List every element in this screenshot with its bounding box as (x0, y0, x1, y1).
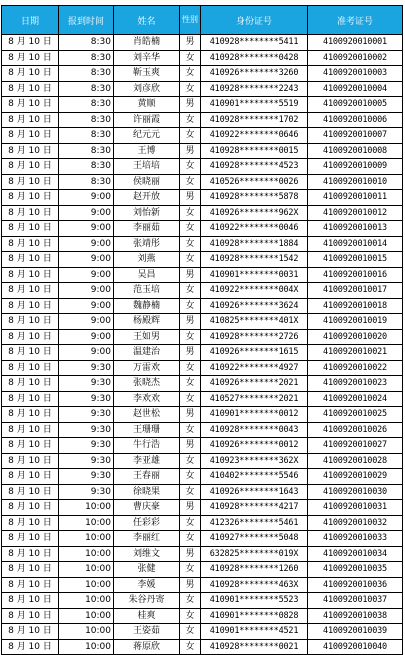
id-number-cell: 410928********2726 (201, 329, 308, 345)
name-cell: 牛行浩 (114, 438, 180, 454)
name-cell: 赵世松 (114, 407, 180, 423)
gender-cell: 女 (180, 376, 201, 392)
date-cell: 8 月 10 日 (2, 639, 59, 655)
exam-number-cell: 4100920010025 (308, 407, 403, 423)
header-date: 日期 (2, 6, 59, 35)
table-row (2, 128, 403, 144)
time-cell: 8:30 (59, 159, 114, 175)
name-cell: 王如男 (114, 329, 180, 345)
gender-cell: 女 (180, 593, 201, 609)
name-cell: 王春丽 (114, 469, 180, 485)
exam-number-cell: 4100920010037 (308, 593, 403, 609)
header-gender: 性别 (180, 6, 201, 35)
gender-cell: 男 (180, 345, 201, 361)
id-number-cell: 410928********4523 (201, 159, 308, 175)
date-cell: 8 月 10 日 (2, 283, 59, 299)
name-cell: 李丽茹 (114, 221, 180, 237)
name-cell: 蒋原欣 (114, 639, 180, 655)
date-cell: 8 月 10 日 (2, 515, 59, 531)
time-cell: 9:30 (59, 391, 114, 407)
name-cell: 张晓杰 (114, 376, 180, 392)
exam-number-cell: 4100920010016 (308, 267, 403, 283)
time-cell: 8:30 (59, 50, 114, 66)
gender-cell: 男 (180, 35, 201, 51)
time-cell: 8:30 (59, 174, 114, 190)
exam-number-cell: 4100920010039 (308, 624, 403, 640)
gender-cell: 男 (180, 314, 201, 330)
time-cell: 10:00 (59, 562, 114, 578)
table-row (2, 422, 403, 438)
id-number-cell: 410922********0046 (201, 221, 308, 237)
id-number-cell: 410928********0015 (201, 143, 308, 159)
time-cell: 9:30 (59, 422, 114, 438)
gender-cell: 女 (180, 624, 201, 640)
name-cell: 李欢欢 (114, 391, 180, 407)
id-number-cell: 410926********1615 (201, 345, 308, 361)
exam-number-cell: 4100920010020 (308, 329, 403, 345)
exam-number-cell: 4100920010036 (308, 577, 403, 593)
table-row (2, 469, 403, 485)
time-cell: 9:00 (59, 329, 114, 345)
gender-cell: 男 (180, 546, 201, 562)
time-cell: 9:00 (59, 190, 114, 206)
id-number-cell: 410928********2243 (201, 81, 308, 97)
id-number-cell: 410526********0026 (201, 174, 308, 190)
gender-cell: 女 (180, 66, 201, 82)
gender-cell: 男 (180, 267, 201, 283)
exam-number-cell: 4100920010026 (308, 422, 403, 438)
name-cell: 万雷欢 (114, 360, 180, 376)
id-number-cell: 410923********362X (201, 453, 308, 469)
id-number-cell: 410901********0012 (201, 407, 308, 423)
date-cell: 8 月 10 日 (2, 360, 59, 376)
table-row (2, 546, 403, 562)
exam-number-cell: 4100920010005 (308, 97, 403, 113)
id-number-cell: 632825********019X (201, 546, 308, 562)
time-cell: 9:00 (59, 221, 114, 237)
time-cell: 9:00 (59, 252, 114, 268)
table-row (2, 453, 403, 469)
gender-cell: 男 (180, 97, 201, 113)
gender-cell: 女 (180, 329, 201, 345)
table-row (2, 174, 403, 190)
date-cell: 8 月 10 日 (2, 624, 59, 640)
table-row (2, 143, 403, 159)
id-number-cell: 410402********5546 (201, 469, 308, 485)
date-cell: 8 月 10 日 (2, 376, 59, 392)
time-cell: 9:00 (59, 205, 114, 221)
name-cell: 赵开放 (114, 190, 180, 206)
exam-number-cell: 4100920010024 (308, 391, 403, 407)
date-cell: 8 月 10 日 (2, 345, 59, 361)
table-body (2, 35, 403, 655)
exam-number-cell: 4100920010021 (308, 345, 403, 361)
table-row (2, 283, 403, 299)
time-cell: 9:00 (59, 345, 114, 361)
name-cell: 魏静楠 (114, 298, 180, 314)
table-row (2, 407, 403, 423)
id-number-cell: 410928********0428 (201, 50, 308, 66)
gender-cell: 女 (180, 174, 201, 190)
gender-cell: 女 (180, 531, 201, 547)
name-cell: 杨殿辉 (114, 314, 180, 330)
gender-cell: 男 (180, 143, 201, 159)
id-number-cell: 410927********5048 (201, 531, 308, 547)
exam-number-cell: 4100920010028 (308, 453, 403, 469)
time-cell: 9:00 (59, 298, 114, 314)
date-cell: 8 月 10 日 (2, 143, 59, 159)
gender-cell: 女 (180, 639, 201, 655)
name-cell: 黄顺 (114, 97, 180, 113)
id-number-cell: 410926********3624 (201, 298, 308, 314)
time-cell: 10:00 (59, 639, 114, 655)
gender-cell: 男 (180, 577, 201, 593)
name-cell: 侯晓丽 (114, 174, 180, 190)
exam-number-cell: 4100920010011 (308, 190, 403, 206)
id-number-cell: 410901********0828 (201, 608, 308, 624)
exam-number-cell: 4100920010023 (308, 376, 403, 392)
date-cell: 8 月 10 日 (2, 577, 59, 593)
id-number-cell: 410527********2021 (201, 391, 308, 407)
id-number-cell: 410928********5878 (201, 190, 308, 206)
exam-number-cell: 4100920010012 (308, 205, 403, 221)
registration-table (1, 5, 403, 655)
table-row (2, 577, 403, 593)
date-cell: 8 月 10 日 (2, 50, 59, 66)
table-row (2, 112, 403, 128)
date-cell: 8 月 10 日 (2, 593, 59, 609)
exam-number-cell: 4100920010003 (308, 66, 403, 82)
exam-number-cell: 4100920010007 (308, 128, 403, 144)
exam-number-cell: 4100920010008 (308, 143, 403, 159)
id-number-cell: 410922********4927 (201, 360, 308, 376)
table-row (2, 438, 403, 454)
name-cell: 曹庆豪 (114, 500, 180, 516)
time-cell: 10:00 (59, 531, 114, 547)
id-number-cell: 410928********0043 (201, 422, 308, 438)
gender-cell: 女 (180, 159, 201, 175)
date-cell: 8 月 10 日 (2, 314, 59, 330)
name-cell: 温建治 (114, 345, 180, 361)
id-number-cell: 410901********5523 (201, 593, 308, 609)
time-cell: 8:30 (59, 81, 114, 97)
date-cell: 8 月 10 日 (2, 128, 59, 144)
table-row (2, 329, 403, 345)
gender-cell: 女 (180, 50, 201, 66)
exam-number-cell: 4100920010018 (308, 298, 403, 314)
name-cell: 张靖彤 (114, 236, 180, 252)
date-cell: 8 月 10 日 (2, 422, 59, 438)
name-cell: 刘维文 (114, 546, 180, 562)
table-row (2, 66, 403, 82)
gender-cell: 女 (180, 562, 201, 578)
gender-cell: 女 (180, 608, 201, 624)
header-exam-number: 准考证号 (308, 6, 403, 35)
table-row (2, 608, 403, 624)
gender-cell: 女 (180, 112, 201, 128)
date-cell: 8 月 10 日 (2, 546, 59, 562)
id-number-cell: 410928********1884 (201, 236, 308, 252)
gender-cell: 女 (180, 81, 201, 97)
time-cell: 9:30 (59, 484, 114, 500)
date-cell: 8 月 10 日 (2, 329, 59, 345)
time-cell: 8:30 (59, 143, 114, 159)
name-cell: 刘辛华 (114, 50, 180, 66)
table-row (2, 50, 403, 66)
name-cell: 纪元元 (114, 128, 180, 144)
exam-number-cell: 4100920010009 (308, 159, 403, 175)
table-row (2, 97, 403, 113)
id-number-cell: 410928********4217 (201, 500, 308, 516)
table-row (2, 531, 403, 547)
exam-number-cell: 4100920010033 (308, 531, 403, 547)
name-cell: 刘燕 (114, 252, 180, 268)
name-cell: 桂爽 (114, 608, 180, 624)
id-number-cell: 410901********0031 (201, 267, 308, 283)
date-cell: 8 月 10 日 (2, 500, 59, 516)
name-cell: 王珊珊 (114, 422, 180, 438)
id-number-cell: 410928********5411 (201, 35, 308, 51)
date-cell: 8 月 10 日 (2, 205, 59, 221)
time-cell: 10:00 (59, 546, 114, 562)
id-number-cell: 412326********5461 (201, 515, 308, 531)
table-row (2, 81, 403, 97)
name-cell: 王培培 (114, 159, 180, 175)
date-cell: 8 月 10 日 (2, 81, 59, 97)
date-cell: 8 月 10 日 (2, 484, 59, 500)
gender-cell: 女 (180, 236, 201, 252)
time-cell: 9:00 (59, 283, 114, 299)
table-row (2, 593, 403, 609)
gender-cell: 女 (180, 360, 201, 376)
table-row (2, 515, 403, 531)
exam-number-cell: 4100920010013 (308, 221, 403, 237)
name-cell: 张健 (114, 562, 180, 578)
date-cell: 8 月 10 日 (2, 453, 59, 469)
id-number-cell: 410922********004X (201, 283, 308, 299)
exam-number-cell: 4100920010022 (308, 360, 403, 376)
id-number-cell: 410928********0021 (201, 639, 308, 655)
date-cell: 8 月 10 日 (2, 112, 59, 128)
table-row (2, 205, 403, 221)
time-cell: 8:30 (59, 97, 114, 113)
name-cell: 靳玉爽 (114, 66, 180, 82)
time-cell: 10:00 (59, 608, 114, 624)
time-cell: 10:00 (59, 515, 114, 531)
exam-number-cell: 4100920010004 (308, 81, 403, 97)
table-row (2, 376, 403, 392)
header-name: 姓名 (114, 6, 180, 35)
table-row (2, 314, 403, 330)
name-cell: 徐晓果 (114, 484, 180, 500)
name-cell: 吴昌 (114, 267, 180, 283)
date-cell: 8 月 10 日 (2, 298, 59, 314)
exam-number-cell: 4100920010002 (308, 50, 403, 66)
name-cell: 李媛 (114, 577, 180, 593)
name-cell: 刘彦欣 (114, 81, 180, 97)
gender-cell: 男 (180, 500, 201, 516)
exam-number-cell: 4100920010017 (308, 283, 403, 299)
time-cell: 10:00 (59, 577, 114, 593)
date-cell: 8 月 10 日 (2, 252, 59, 268)
table-row (2, 159, 403, 175)
id-number-cell: 410928********1542 (201, 252, 308, 268)
date-cell: 8 月 10 日 (2, 267, 59, 283)
table-row (2, 221, 403, 237)
id-number-cell: 410926********2021 (201, 376, 308, 392)
date-cell: 8 月 10 日 (2, 174, 59, 190)
time-cell: 8:30 (59, 66, 114, 82)
date-cell: 8 月 10 日 (2, 407, 59, 423)
table-row (2, 360, 403, 376)
exam-number-cell: 4100920010030 (308, 484, 403, 500)
gender-cell: 女 (180, 453, 201, 469)
id-number-cell: 410901********5519 (201, 97, 308, 113)
gender-cell: 女 (180, 469, 201, 485)
id-number-cell: 410926********3260 (201, 66, 308, 82)
id-number-cell: 410926********962X (201, 205, 308, 221)
gender-cell: 男 (180, 190, 201, 206)
gender-cell: 女 (180, 283, 201, 299)
exam-number-cell: 4100920010001 (308, 35, 403, 51)
id-number-cell: 410926********0012 (201, 438, 308, 454)
gender-cell: 男 (180, 438, 201, 454)
name-cell: 朱谷丹寄 (114, 593, 180, 609)
time-cell: 10:00 (59, 593, 114, 609)
date-cell: 8 月 10 日 (2, 391, 59, 407)
table-row (2, 391, 403, 407)
time-cell: 8:30 (59, 35, 114, 51)
exam-number-cell: 4100920010040 (308, 639, 403, 655)
time-cell: 9:30 (59, 407, 114, 423)
exam-number-cell: 4100920010015 (308, 252, 403, 268)
exam-number-cell: 4100920010029 (308, 469, 403, 485)
table-row (2, 639, 403, 655)
gender-cell: 男 (180, 407, 201, 423)
name-cell: 任彩彩 (114, 515, 180, 531)
time-cell: 10:00 (59, 500, 114, 516)
exam-number-cell: 4100920010035 (308, 562, 403, 578)
name-cell: 王博 (114, 143, 180, 159)
name-cell: 许丽霞 (114, 112, 180, 128)
exam-number-cell: 4100920010038 (308, 608, 403, 624)
gender-cell: 女 (180, 128, 201, 144)
table-row (2, 267, 403, 283)
date-cell: 8 月 10 日 (2, 469, 59, 485)
id-number-cell: 410928********463X (201, 577, 308, 593)
exam-number-cell: 4100920010027 (308, 438, 403, 454)
time-cell: 8:30 (59, 112, 114, 128)
date-cell: 8 月 10 日 (2, 97, 59, 113)
header-report-time: 报到时间 (59, 6, 114, 35)
time-cell: 9:30 (59, 438, 114, 454)
table-row (2, 298, 403, 314)
exam-number-cell: 4100920010019 (308, 314, 403, 330)
date-cell: 8 月 10 日 (2, 159, 59, 175)
name-cell: 范玉培 (114, 283, 180, 299)
time-cell: 9:00 (59, 314, 114, 330)
date-cell: 8 月 10 日 (2, 35, 59, 51)
date-cell: 8 月 10 日 (2, 608, 59, 624)
gender-cell: 女 (180, 221, 201, 237)
time-cell: 9:00 (59, 267, 114, 283)
time-cell: 9:30 (59, 360, 114, 376)
header-row (2, 6, 403, 35)
time-cell: 9:30 (59, 376, 114, 392)
time-cell: 9:30 (59, 453, 114, 469)
name-cell: 李亚雄 (114, 453, 180, 469)
table-row (2, 484, 403, 500)
exam-number-cell: 4100920010032 (308, 515, 403, 531)
date-cell: 8 月 10 日 (2, 438, 59, 454)
date-cell: 8 月 10 日 (2, 190, 59, 206)
gender-cell: 女 (180, 515, 201, 531)
gender-cell: 女 (180, 391, 201, 407)
time-cell: 10:00 (59, 624, 114, 640)
date-cell: 8 月 10 日 (2, 221, 59, 237)
name-cell: 李丽红 (114, 531, 180, 547)
id-number-cell: 410825********401X (201, 314, 308, 330)
time-cell: 9:00 (59, 236, 114, 252)
date-cell: 8 月 10 日 (2, 66, 59, 82)
date-cell: 8 月 10 日 (2, 531, 59, 547)
exam-number-cell: 4100920010006 (308, 112, 403, 128)
table-row (2, 345, 403, 361)
date-cell: 8 月 10 日 (2, 236, 59, 252)
exam-number-cell: 4100920010010 (308, 174, 403, 190)
time-cell: 9:30 (59, 469, 114, 485)
gender-cell: 女 (180, 484, 201, 500)
exam-number-cell: 4100920010014 (308, 236, 403, 252)
gender-cell: 女 (180, 252, 201, 268)
gender-cell: 女 (180, 298, 201, 314)
id-number-cell: 410901********4521 (201, 624, 308, 640)
id-number-cell: 410926********1643 (201, 484, 308, 500)
exam-number-cell: 4100920010031 (308, 500, 403, 516)
name-cell: 王姿茹 (114, 624, 180, 640)
time-cell: 8:30 (59, 128, 114, 144)
id-number-cell: 410922********0646 (201, 128, 308, 144)
table-row (2, 562, 403, 578)
name-cell: 肖皓楠 (114, 35, 180, 51)
id-number-cell: 410928********1260 (201, 562, 308, 578)
header-id-number: 身份证号 (201, 6, 308, 35)
table-row (2, 252, 403, 268)
date-cell: 8 月 10 日 (2, 562, 59, 578)
exam-number-cell: 4100920010034 (308, 546, 403, 562)
gender-cell: 女 (180, 422, 201, 438)
table-row (2, 236, 403, 252)
id-number-cell: 410928********1702 (201, 112, 308, 128)
gender-cell: 女 (180, 205, 201, 221)
table-row (2, 35, 403, 51)
table-row (2, 190, 403, 206)
table-row (2, 500, 403, 516)
name-cell: 刘怡新 (114, 205, 180, 221)
